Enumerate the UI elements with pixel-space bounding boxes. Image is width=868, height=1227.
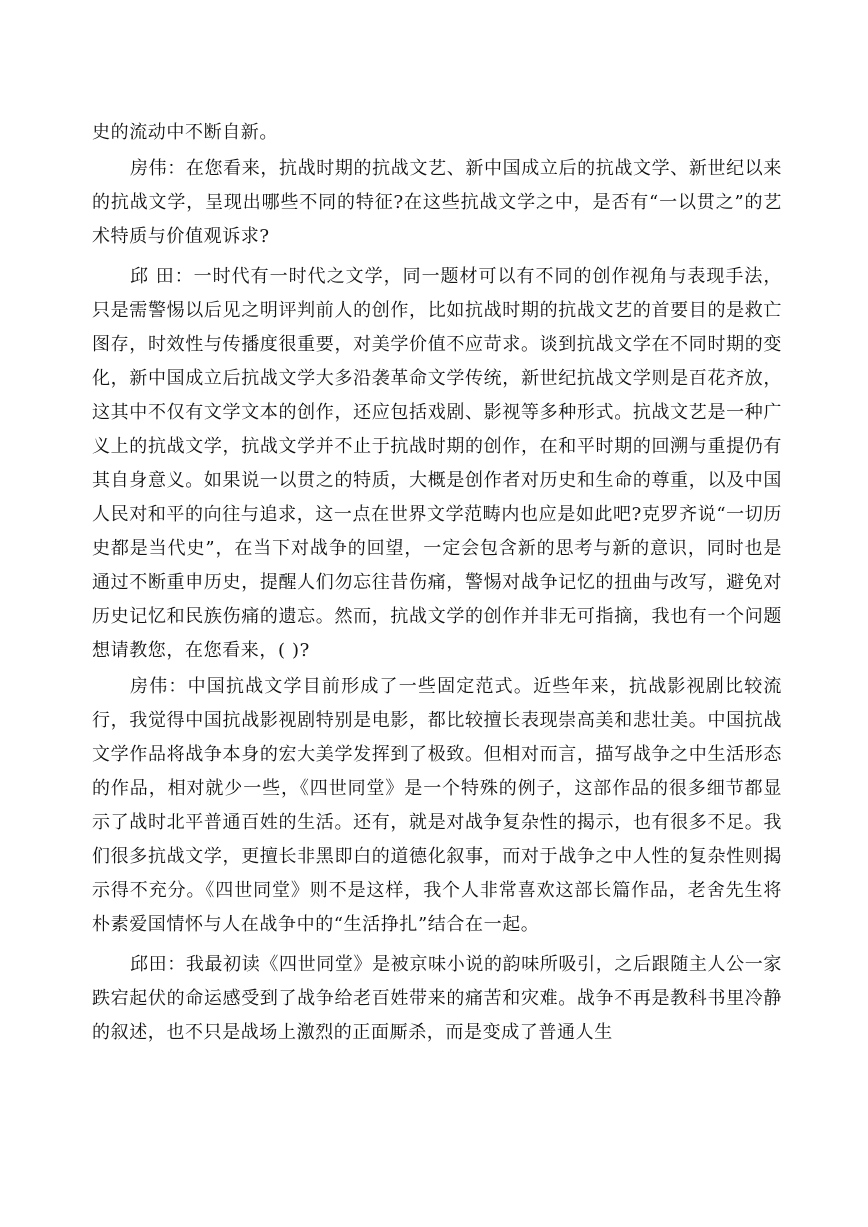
paragraph-qiu-tian-reply: 邱田：我最初读《四世同堂》是被京味小说的韵味所吸引，之后跟随主人公一家跌宕起伏的命运感受到了战争给老百姓带来的痛苦和灾难。战争不再是教科书里冷静的叙述，也不只是战场上激烈的正面厮杀，而是变成了普通人生	[92, 954, 782, 1043]
paragraph-continuation: 史的流动中不断自新。	[92, 122, 278, 143]
document-body	[92, 116, 782, 1050]
paragraph-fang-wei-answer: 房伟：中国抗战文学目前形成了一些固定范式。近些年来，抗战影视剧比较流行，我觉得中国抗战影视剧特别是电影，都比较擅长表现崇高美和悲壮美。中国抗战文学作品将战争本身的宏大美学发挥到了极致。但相对而言，描写战争之中生活形态的作品，相对就少一些，《四世同堂》是一个特殊的例子，这部作品的很多细节都显示了战时北平普通百姓的生活。还有，就是对战争复杂性的揭示，也有很多不足。我们很多抗战文学，更擅长非黑即白的道德化叙事，而对于战争之中人性的复杂性则揭示得不充分。《四世同堂》则不是这样，我个人非常喜欢这部长篇作品，老舍先生将朴素爱国情怀与人在战争中的“生活挣扎”结合在一起。	[92, 676, 782, 935]
paragraph-fang-wei-question: 房伟：在您看来，抗战时期的抗战文艺、新中国成立后的抗战文学、新世纪以来的抗战文学，呈现出哪些不同的特征?在这些抗战文学之中，是否有“一以贯之”的艺术特质与价值观诉求?	[92, 158, 782, 247]
paragraph-qiu-tian-answer: 邱 田：一时代有一时代之文学，同一题材可以有不同的创作视角与表现手法，只是需警惕以后见之明评判前人的创作，比如抗战时期的抗战文艺的首要目的是救亡图存，时效性与传播度很重要，对美学价值不应苛求。谈到抗战文学在不同时期的变化，新中国成立后抗战文学大多沿袭革命文学传统，新世纪抗战文学则是百花齐放，这其中不仅有文学文本的创作，还应包括戏剧、影视等多种形式。抗战文艺是一种广义上的抗战文学，抗战文学并不止于抗战时期的创作，在和平时期的回溯与重提仍有其自身意义。如果说一以贯之的特质，大概是创作者对历史和生命的尊重，以及中国人民对和平的向往与追求，这一点在世界文学范畴内也应是如此吧?克罗齐说“一切历史都是当代史”，在当下对战争的回望，一定会包含新的思考与新的意识，同时也是通过不断重申历史，提醒人们勿忘往昔伤痛，警惕对战争记忆的扭曲与改写，避免对历史记忆和民族伤痛的遗忘。然而，抗战文学的创作并非无可指摘，我也有一个问题想请教您，在您看来，( )?	[92, 266, 782, 661]
